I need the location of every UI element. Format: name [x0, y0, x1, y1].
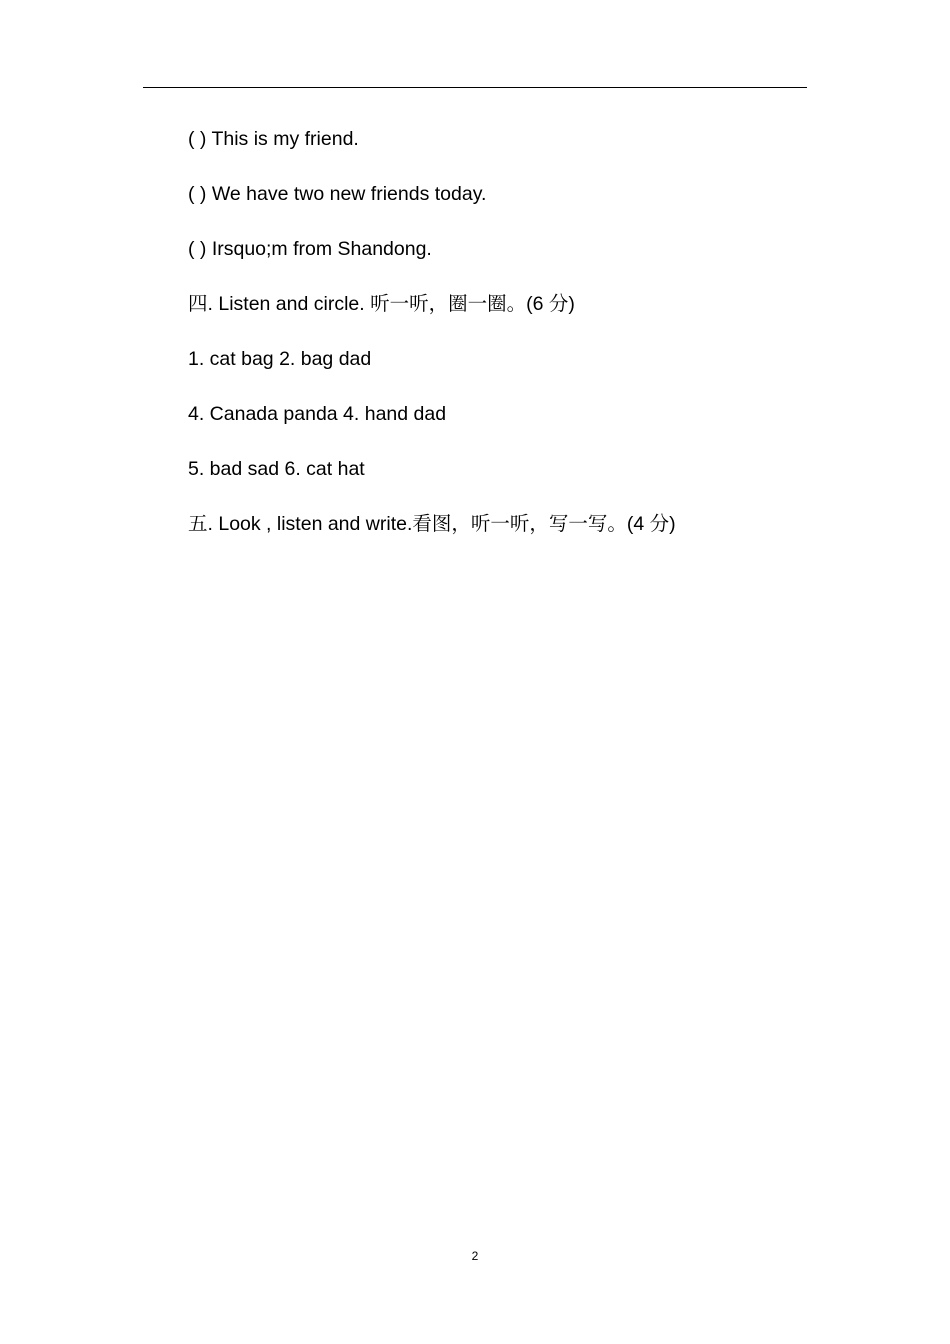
item-line-1: 1. cat bag 2. bag dad — [188, 348, 372, 370]
answer-line-2: ( ) We have two new friends today. — [188, 183, 487, 205]
section-5-number: 五 — [188, 512, 208, 535]
document-body — [188, 124, 788, 564]
answer-line-1: ( ) This is my friend. — [188, 128, 359, 150]
section-4-score-unit: 分 — [548, 292, 569, 315]
section-5-cn: 看图，听一听，写一写。 — [412, 512, 627, 535]
section-4-text: . Listen and circle. — [207, 293, 371, 315]
item-line-3: 5. bad sad 6. cat hat — [188, 458, 365, 480]
item-line-2: 4. Canada panda 4. hand dad — [188, 403, 447, 425]
answer-line-3: ( ) Irsquo;m from Shandong. — [188, 238, 432, 260]
section-5-text: . Look , listen and write. — [207, 513, 413, 535]
section-4-score-open: (6 — [526, 293, 549, 315]
section-5-heading — [188, 509, 788, 539]
section-4-heading — [188, 289, 788, 319]
section-5-score-unit: 分 — [649, 512, 670, 535]
page-number: 2 — [471, 1249, 479, 1263]
section-5-score-close: ) — [669, 513, 676, 535]
section-4-number: 四 — [188, 292, 208, 315]
header-rule — [143, 87, 807, 88]
section-5-score-open: (4 — [626, 513, 650, 535]
section-4-cn: 听一听，圈一圈。 — [370, 292, 527, 315]
section-4-score-close: ) — [568, 293, 575, 315]
